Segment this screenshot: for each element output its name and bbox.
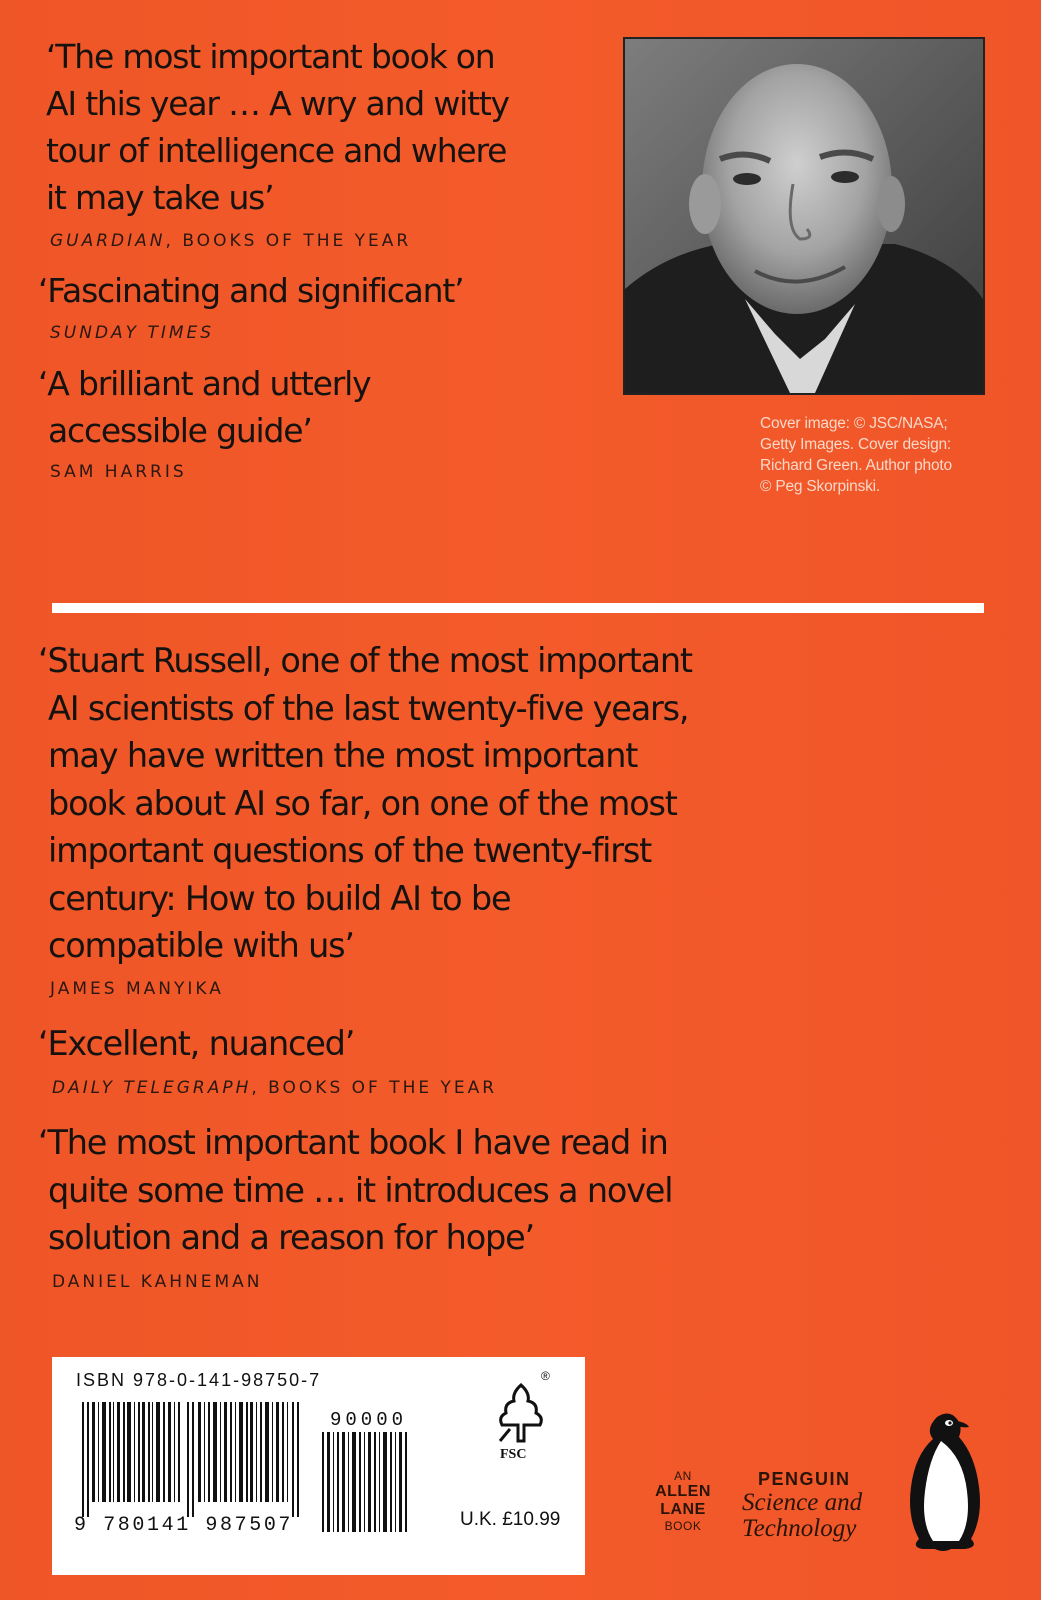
cover-credits [760,413,1000,497]
quote-line: ‘The most important book I have read in [38,1123,668,1162]
attribution-italic: GUARDIAN [50,231,166,251]
credit-line: © Peg Skorpinski. [760,478,881,495]
barcode-addon-digits: 90000 [330,1409,408,1431]
quote-line: tour of intelligence and where [46,131,507,170]
divider-rule [52,603,984,613]
quote-line: book about AI so far, on one of the most [48,783,677,823]
imprint-book: BOOK [664,1519,702,1533]
quote-line: AI this year … A wry and witty [46,84,509,123]
quote-line: AI scientists of the last twenty-five years, [48,688,689,728]
attribution-italic: DAILY TELEGRAPH [52,1078,252,1098]
barcode-digits: 9 780141 987507 [74,1514,294,1537]
quote-line: ‘Excellent, nuanced’ [38,1024,355,1063]
quote-sam-harris [38,360,370,454]
series-line2: Technology [742,1515,857,1542]
attribution-rest: SAM HARRIS [50,462,187,482]
isbn-text: ISBN 978-0-141-98750-7 [76,1370,322,1390]
attribution-james-manyika [50,979,224,999]
quote-line: ‘Stuart Russell, one of the most important [38,641,692,680]
quote-sunday-times [38,267,463,314]
attribution-rest: DANIEL KAHNEMAN [52,1272,263,1292]
attribution-sam-harris [50,462,187,482]
quote-line: compatible with us’ [48,926,354,965]
quote-daniel-kahneman [38,1119,672,1262]
allen-lane-imprint [643,1469,723,1533]
series-line1: Science and [742,1489,863,1516]
attribution-rest: , BOOKS OF THE YEAR [165,231,412,251]
imprint-an: AN [674,1469,692,1483]
attribution-sunday-times [50,323,214,343]
quote-line: accessible guide’ [48,411,312,450]
ean-barcode [82,1402,312,1517]
quote-line: it may take us’ [46,178,274,217]
attribution-italic: SUNDAY TIMES [50,323,215,343]
author-photo [625,39,983,393]
attribution-rest: JAMES MANYIKA [50,979,224,999]
author-portrait-image [625,39,983,393]
imprint-allen: ALLEN [655,1483,711,1500]
quote-line: ‘The most important book on [46,37,495,76]
quote-line: important questions of the twenty-first [48,831,652,870]
quote-daily-telegraph [38,1020,354,1068]
attribution-daniel-kahneman [52,1272,263,1292]
price-label: U.K. £10.99 [460,1509,561,1530]
quote-line: ‘Fascinating and significant’ [38,271,464,310]
addon-barcode [320,1432,415,1532]
fsc-label: FSC [500,1447,527,1462]
quote-line: century: How to build AI to be [48,878,511,918]
quote-line: ‘A brilliant and utterly [38,364,371,403]
fsc-registered-mark: ® [541,1369,550,1383]
attribution-rest: , BOOKS OF THE YEAR [251,1078,498,1098]
penguin-logo-icon [905,1407,985,1557]
credit-line: Richard Green. Author photo [760,457,952,474]
credit-line: Cover image: © JSC/NASA; [760,415,948,432]
attribution-daily-telegraph [52,1078,497,1098]
series-brand [742,1469,862,1542]
quote-line: quite some time … it introduces a novel [48,1170,673,1210]
quote-line: may have written the most important [48,736,638,775]
series-title: PENGUIN [758,1469,851,1489]
attribution-guardian [50,231,411,251]
fsc-tree-icon [492,1379,550,1445]
imprint-lane: LANE [660,1501,706,1518]
quote-guardian [46,33,509,221]
credit-line: Getty Images. Cover design: [760,436,952,453]
quote-line: solution and a reason for hope’ [48,1218,534,1257]
quote-james-manyika [38,637,692,970]
barcode-panel [52,1357,585,1575]
